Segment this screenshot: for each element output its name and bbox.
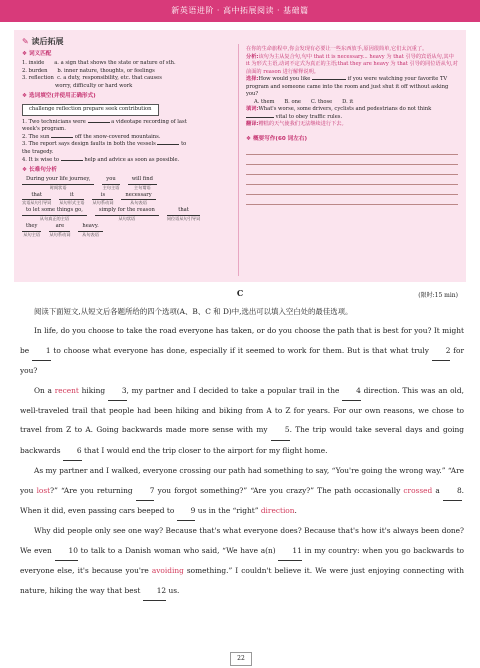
analysis-row [22,207,232,222]
analysis-block: 分析:该句为主从复合句,句中 that it is necessary... heavy 为 that 引导的宾语从句,其中 it 为形式主语,动词不定式为真正的主语;that they are heavy 为 that 引导的同位语从句,对前面的 reason 进行解释说明。 [246,53,458,75]
fill-blank[interactable] [88,122,110,123]
writing-heading: ❖ 概要写作(60 词左右) [246,135,308,142]
time-limit: (限时:15 min) [418,292,458,299]
sentence-analysis [22,176,232,238]
passage-text: . When it did, even passing cars beeped to [20,485,465,516]
choice-block: 选择:How would you like if you were watching your favorite TV program and someone came into the room and just shut it off without asking you? [246,76,449,98]
passage-text: in my country: when you go backwards to everyone else, it's because you're [20,545,464,576]
passage-text: something.” I couldn't believe it. We were just enjoying connecting with nature, hiking the way that best [20,566,464,595]
vocab-heading: ❖ 词义匹配 [22,51,52,57]
cloze-blank-4[interactable]: 4 [342,381,361,401]
reading-passage [20,302,464,601]
left-column [22,48,232,239]
highlighted-word: recent [54,385,79,395]
bullet-icon: ❖ [22,167,28,174]
analysis-unit: is 从句系动词 [92,191,114,206]
analysis-unit: it 从句形式主语 [59,191,85,206]
passage-paragraph [20,381,464,462]
analysis-unit: you 主句主语 [102,176,120,190]
choice-options: A. them B. one C. those D. it [254,98,354,105]
translate-block: 翻译:糟糕的天气使我们无法继续进行下去。 [246,121,347,128]
fill-item: 1. Two technicians were a videotape recording of last [22,118,187,125]
vocab-item: 1. inside a. a sign that shows the state or nature of sth. [22,60,176,67]
passage-text: you forgot something?” “Are you crazy?” The path occasionally [154,485,404,495]
analysis-unit: necessary 从句表语 [121,192,155,207]
fill-item: 4. It is wise to help and advice as soon as possible. [22,156,180,163]
passage-text: a [432,485,443,495]
cloze-blank-10[interactable]: 10 [55,541,78,561]
passage-paragraph [20,321,464,380]
analysis-unit: will find 主句谓语 [128,176,157,191]
bullet-icon: ❖ [22,51,28,57]
right-column [246,46,458,205]
highlighted-word: crossed [403,485,433,495]
column-divider [238,44,239,276]
analysis-row [22,223,232,238]
word-bank: challenge reflection prepare seek contribution [22,104,159,116]
box-title: ✎ 读后拓展 [22,37,64,46]
instruction: 阅读下面短文,从短文后各题所给的四个选项(A、B、C 和 D)中,选出可以填入空白处的最佳选项。 [34,307,353,316]
fill-block: 填词:What's worse, some drivers, cyclists and pedestrians do not think vital to obey traffic rules. [246,106,432,120]
highlighted-word: lost [36,485,51,495]
passage-text: to talk to a Danish woman who said, “We have a(n) [77,545,279,555]
passage-text: direction. This was an old, well-traveled trail that people had been hiking and biking from A to Z for years. For our own reasons, we chose to travel from Z to A. Going backwards made more sense with my [20,385,464,435]
cloze-blank-5[interactable]: 5 [271,420,290,440]
passage-text: to choose what everyone has done, especially if it seemed to work for them. But is that what truly [50,345,432,355]
cloze-blank-3[interactable]: 3 [108,381,127,401]
passage-text: for you? [20,345,464,376]
passage-paragraph [20,521,464,601]
fill-blank[interactable] [157,144,179,145]
analysis-unit: are 从句系动词 [49,223,71,237]
passage-text: Why did people only see one way? Because that's what everyone does? Because that's how it's always been done? We even [20,526,464,555]
fill-list [22,119,232,164]
analysis-heading: ❖ 长难句分析 [22,167,57,174]
vocab-list [22,60,232,90]
passage-text: . The trip would take several days and going backwards [20,425,464,455]
fill-heading: ❖ 选词填空(并使用正确形式) [22,93,96,100]
highlighted-word: avoiding [151,566,184,576]
analysis-unit: that 宾语从句引导词 [22,191,52,206]
fill-item: the tragedy. [22,149,54,155]
fill-item: week's program. [22,126,66,133]
passage-text: On a [34,385,55,395]
passage-text: hiking [78,385,108,395]
translation-text: 在你的生命旅程中,你会发现有必要让一些东西放手,原因很简单,它们太沉重了。 [246,46,428,52]
vocab-item: 2. burden b. inner nature, thoughts, or feelings [22,67,155,74]
running-header: 新英语进阶 · 高中拓展阅读 · 基础篇 [0,0,480,22]
analysis-unit: During your life journey, 时间状语 [22,176,94,191]
passage-text: us. [166,585,180,595]
bullet-icon: ❖ [246,135,252,142]
passage-text: , my partner and I decided to take a popular trail in the [126,385,343,395]
cloze-blank-9[interactable]: 9 [177,501,196,521]
analysis-row [22,176,232,191]
fill-item: 2. The sun off the snow-covered mountains. [22,133,161,140]
cloze-blank-7[interactable]: 7 [136,481,155,501]
cloze-blank-11[interactable]: 11 [278,541,301,561]
cloze-blank-6[interactable]: 6 [63,441,82,461]
vocab-item: worry, difficulty or hard work [22,82,133,89]
page-number: 22 [230,652,252,666]
passage-text: us in the “right” [195,506,261,516]
vocab-item: 3. reflection c. a duty, responsibility, etc. that causes [22,75,162,82]
analysis-unit: simply for the reason 从句状语 [95,207,159,222]
passage-text: In life, do you choose to take the road everyone has taken, or do you choose the path that is best for you? It might be [20,326,464,355]
cloze-blank-2[interactable]: 2 [432,341,451,361]
analysis-unit: to let some things go, 从句真正的主语 [22,207,87,222]
fill-item: 3. The report says design faults in both the vessels to [22,141,187,148]
bullet-icon: ❖ [22,93,28,100]
fill-blank[interactable] [51,137,73,138]
passage-text: . [294,506,297,516]
passage-text: that I would end the trip closer to the airport for my flight home. [81,445,328,455]
passage-text: As my partner and I walked, everyone crossing our path had something to say, “You're going the wrong way.” “Are you [20,466,464,495]
passage-text: ?” “Are you returning [50,485,136,495]
analysis-unit: that 同位语从句引导词 [166,207,201,221]
cloze-blank-8[interactable]: 8 [443,481,462,501]
passage-paragraph [20,461,464,521]
section-letter: C [236,288,244,298]
highlighted-word: direction [260,506,295,516]
cloze-blank-12[interactable]: 12 [143,581,166,601]
fill-blank[interactable] [61,160,83,161]
writing-lines[interactable] [246,145,458,205]
analysis-unit: they 从句主语 [23,223,41,237]
analysis-unit: heavy. 从句表语 [78,223,102,238]
cloze-blank-1[interactable]: 1 [32,341,51,361]
analysis-row [22,192,232,207]
